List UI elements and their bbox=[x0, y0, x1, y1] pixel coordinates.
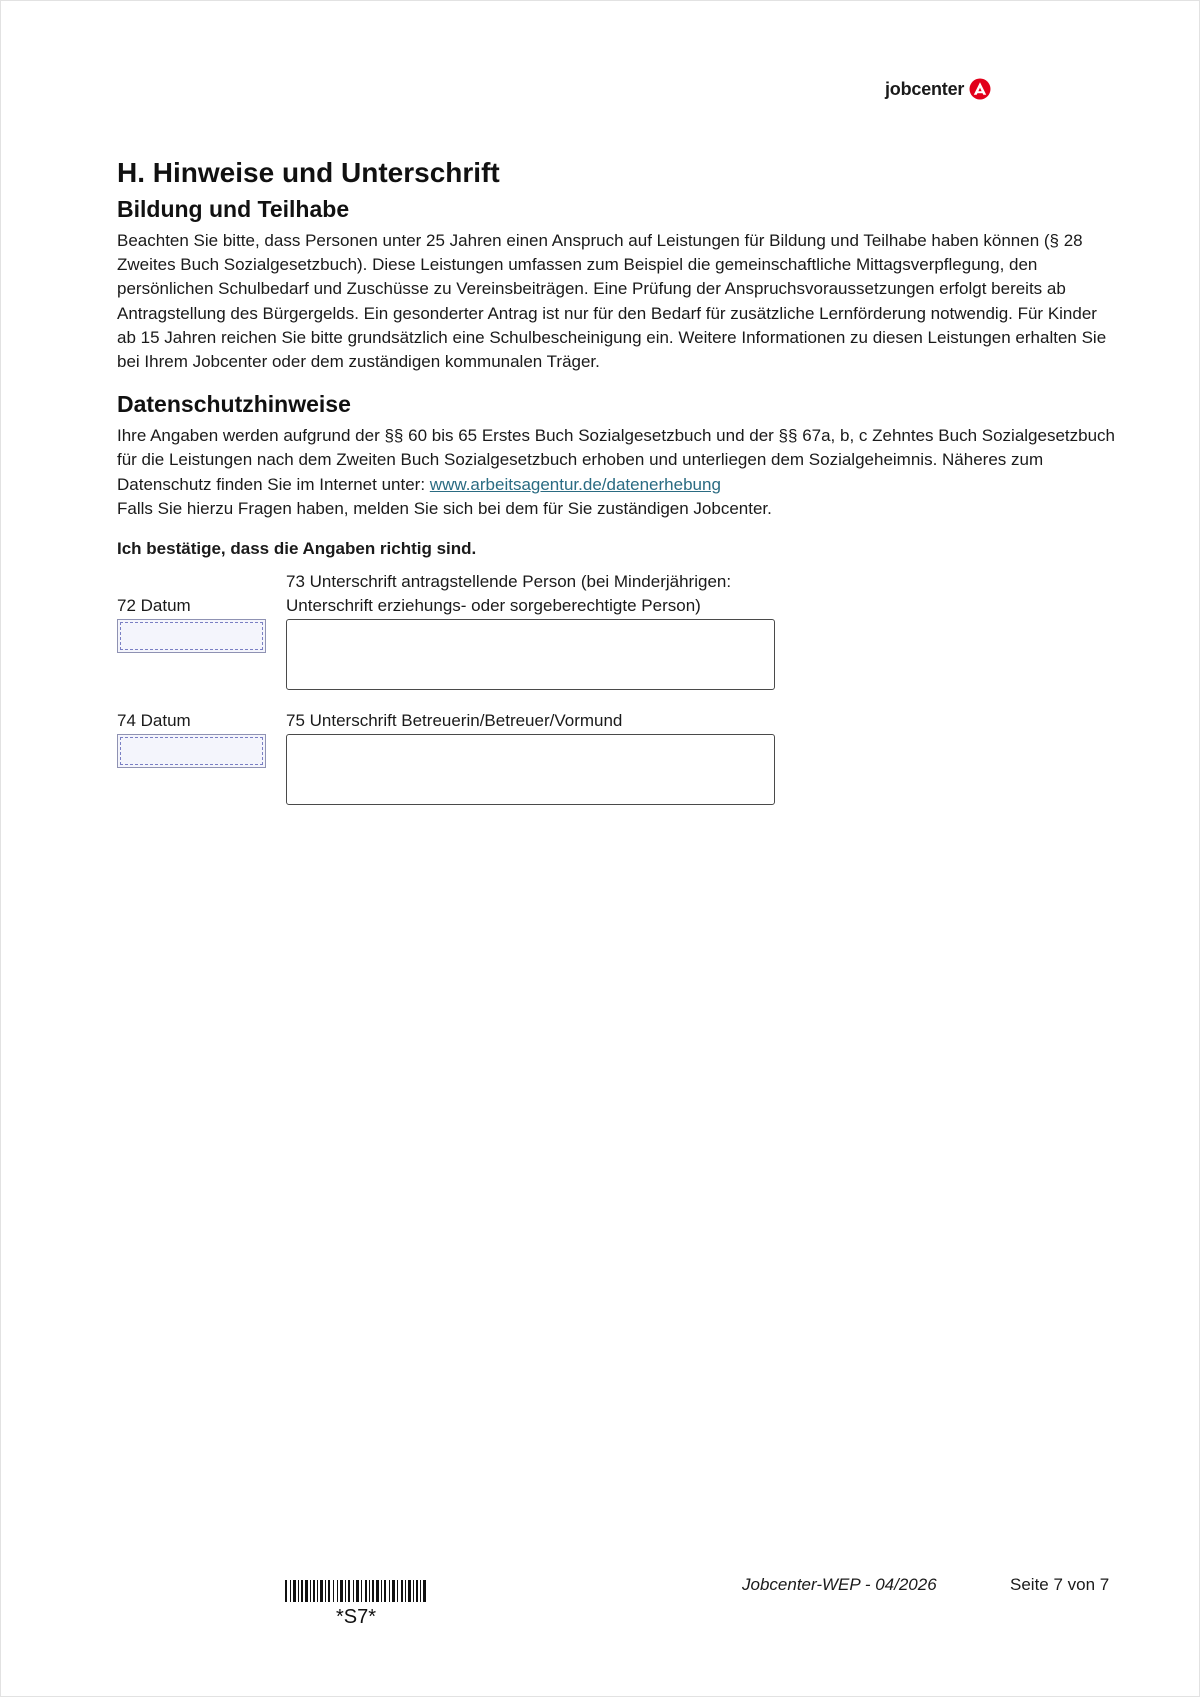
field-72-label: 72 Datum bbox=[117, 596, 191, 615]
datenschutz-text-questions: Falls Sie hierzu Fragen haben, melden Sie sich bei dem für Sie zuständigen Jobcenter. bbox=[117, 498, 772, 518]
agentur-logo-icon bbox=[969, 78, 991, 100]
datenerhebung-link[interactable]: www.arbeitsagentur.de/datenerhebung bbox=[429, 474, 721, 494]
bildung-text: Beachten Sie bitte, dass Personen unter 25 Jahren einen Anspruch auf Leistungen für Bildung und Teilhabe haben können (§ 28 Zweites Buch Sozialgesetzbuch). Diese Leistungen umfassen zum Beispiel die gemeinschaftliche Mittagsverpflegung, den persönlichen Schulbedarf und Zuschüsse zu Vereinsbeiträgen. Eine Prüfung der Anspruchsvoraussetzungen erfolgt bereits ab Antragstellung des Bürgergelds. Ein gesonderter Antrag ist nur für den Bedarf für zusätzliche Lernförderung notwendig. Für Kinder ab 15 Jahren reichen Sie bitte grundsätzlich eine Schulbescheinigung ein. Weitere Informationen zu diesen Leistungen erhalten Sie bei Ihrem Jobcenter oder dem zuständigen kommunalen Träger. bbox=[117, 231, 1107, 372]
bildung-heading: Bildung und Teilhabe bbox=[117, 196, 350, 222]
confirmation-statement: Ich bestätige, dass die Angaben richtig sind. bbox=[117, 539, 477, 559]
barcode-icon bbox=[285, 1580, 427, 1602]
field-72-date-input[interactable] bbox=[117, 619, 266, 653]
barcode-text: *S7* bbox=[335, 1606, 377, 1628]
field-73-signature-box[interactable] bbox=[286, 619, 775, 690]
form-identifier: Jobcenter-WEP - 04/2026 bbox=[742, 1575, 937, 1594]
datenschutz-text bbox=[117, 424, 1117, 521]
datenschutz-text-main: Ihre Angaben werden aufgrund der §§ 60 bis 65 Erstes Buch Sozialgesetzbuch und der §§ 67a, b, c Zehntes Buch Sozialgesetzbuch für die Leistungen nach dem Zweiten Buch Sozialgesetzbuch erhoben und unterliegen dem Sozialgeheimnis. Näheres zum Datenschutz finden Sie im Internet unter: bbox=[117, 426, 1115, 494]
page-number: Seite 7 von 7 bbox=[1010, 1575, 1110, 1594]
field-74-date-input[interactable] bbox=[117, 734, 266, 768]
field-73-label-line2: Unterschrift erziehungs- oder sorgeberechtigte Person) bbox=[286, 596, 701, 615]
field-75-signature-box[interactable] bbox=[286, 734, 775, 805]
logo-text: jobcenter bbox=[885, 78, 965, 99]
jobcenter-logo bbox=[885, 77, 991, 101]
field-74-label: 74 Datum bbox=[117, 711, 191, 730]
field-73-label-line1: 73 Unterschrift antragstellende Person (bei Minderjährigen: bbox=[286, 572, 732, 591]
datenschutz-heading: Datenschutzhinweise bbox=[117, 391, 351, 418]
section-title: H. Hinweise und Unterschrift bbox=[117, 157, 500, 188]
field-75-label: 75 Unterschrift Betreuerin/Betreuer/Vormund bbox=[286, 711, 623, 730]
main-content bbox=[117, 153, 1117, 561]
